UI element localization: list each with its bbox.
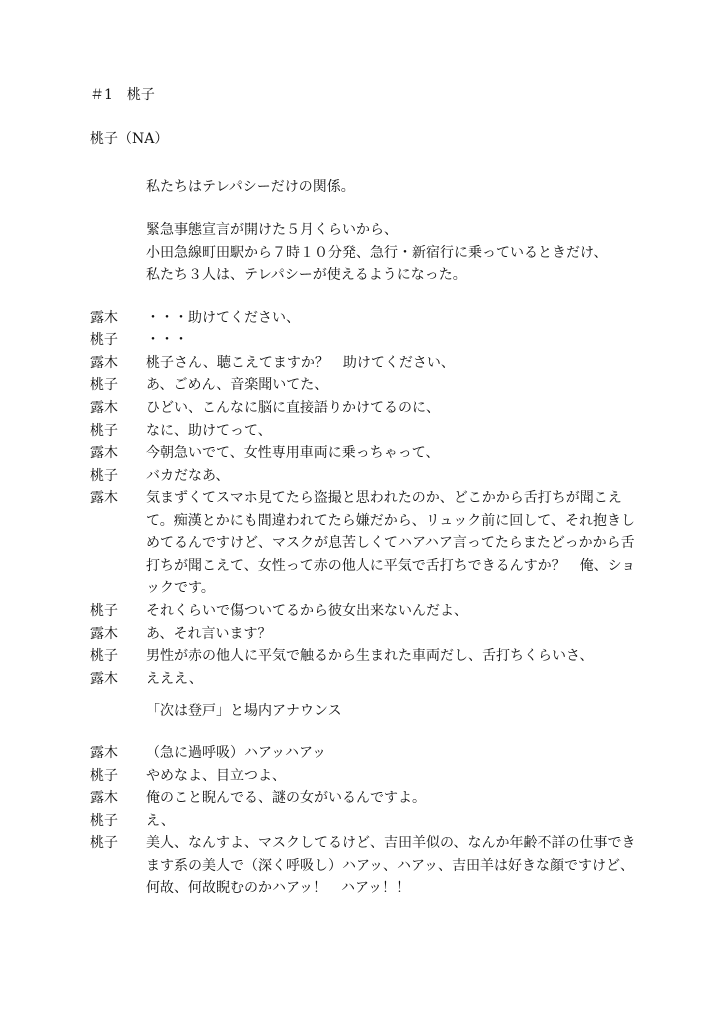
dialogue-text: あ、ごめん、音楽聞いてた、	[146, 377, 329, 393]
dialogue-speaker: 桃子	[90, 768, 118, 784]
narration-speaker-header: 桃子（NA）	[90, 131, 169, 147]
dialogue-speaker: 露木	[90, 355, 118, 371]
dialogue-text: バカだなあ、	[146, 468, 230, 484]
dialogue-text: ・・・助けてください、	[146, 310, 300, 326]
dialogue-speaker: 露木	[90, 310, 118, 326]
dialogue-speaker: 露木	[90, 671, 118, 687]
dialogue-text: なに、助けてって、	[146, 423, 272, 439]
dialogue-text: 桃子さん、聴こえてますか？ 助けてください、	[146, 355, 455, 371]
dialogue-speaker: 露木	[90, 490, 118, 506]
dialogue-speaker: 露木	[90, 626, 118, 642]
dialogue-text: え、	[146, 813, 175, 829]
narration-line: 私たちはテレパシーだけの関係。	[146, 179, 355, 195]
dialogue-speaker: 露木	[90, 790, 118, 806]
dialogue-speaker: 桃子	[90, 377, 118, 393]
stage-direction: 「次は登戸」と場内アナウンス	[146, 703, 342, 719]
dialogue-text: 今朝急いでて、女性専用車両に乗っちゃって、	[146, 445, 440, 461]
dialogue-speaker: 露木	[90, 445, 118, 461]
dialogue-text: 俺のこと睨んでる、謎の女がいるんですよ。	[146, 790, 426, 806]
dialogue-speaker: 桃子	[90, 603, 118, 619]
dialogue-text: （急に過呼吸）ハアッハアッ	[146, 745, 327, 761]
dialogue-text: それくらいで傷ついてるから彼女出来ないんだよ、	[146, 603, 468, 619]
dialogue-text: えええ、	[146, 671, 203, 687]
dialogue-text: あ、それ言います？	[146, 626, 272, 642]
narration-line: 小田急線町田駅から７時１０分発、急行・新宿行に乗っているときだけ、	[146, 245, 608, 261]
dialogue-speaker: 桃子	[90, 332, 118, 348]
dialogue-text: 気まずくてスマホ見てたら盗撮と思われたのか、どこかから舌打ちが聞こえて。痴漢とかにも間違われてたら嫌だから、リュック前に回して、それ抱きしめてるんですけど、マスクが息苦しくてハアハア言ってたらまたどっかから舌打ちが聞こえて、女性って赤の他人に平気で舌打ちできるんすか？ 俺、ショックです。	[146, 490, 636, 597]
dialogue-speaker: 桃子	[90, 835, 118, 851]
scene-heading: ＃1 桃子	[90, 87, 155, 103]
narration-line: 緊急事態宣言が開けた５月くらいから、	[146, 222, 398, 238]
narration-line: 私たち３人は、テレパシーが使えるようになった。	[146, 267, 467, 283]
dialogue-text: ・・・	[146, 332, 188, 348]
dialogue-speaker: 桃子	[90, 648, 118, 664]
dialogue-speaker: 桃子	[90, 468, 118, 484]
dialogue-speaker: 露木	[90, 400, 118, 416]
dialogue-speaker: 桃子	[90, 813, 118, 829]
dialogue-text: やめなよ、目立つよ、	[146, 768, 286, 784]
dialogue-speaker: 露木	[90, 745, 118, 761]
dialogue-text: 美人、なんすよ、マスクしてるけど、吉田羊似の、なんか年齢不詳の仕事できます系の美人で（深く呼吸し）ハアッ、ハアッ、吉田羊は好きな顔ですけど、何故、何故睨むのかハアッ！ ハアッ！！	[146, 835, 636, 897]
dialogue-speaker: 桃子	[90, 423, 118, 439]
dialogue-text: 男性が赤の他人に平気で触るから生まれた車両だし、舌打ちくらいさ、	[146, 648, 594, 664]
dialogue-text: ひどい、こんなに脳に直接語りかけてるのに、	[146, 400, 440, 416]
